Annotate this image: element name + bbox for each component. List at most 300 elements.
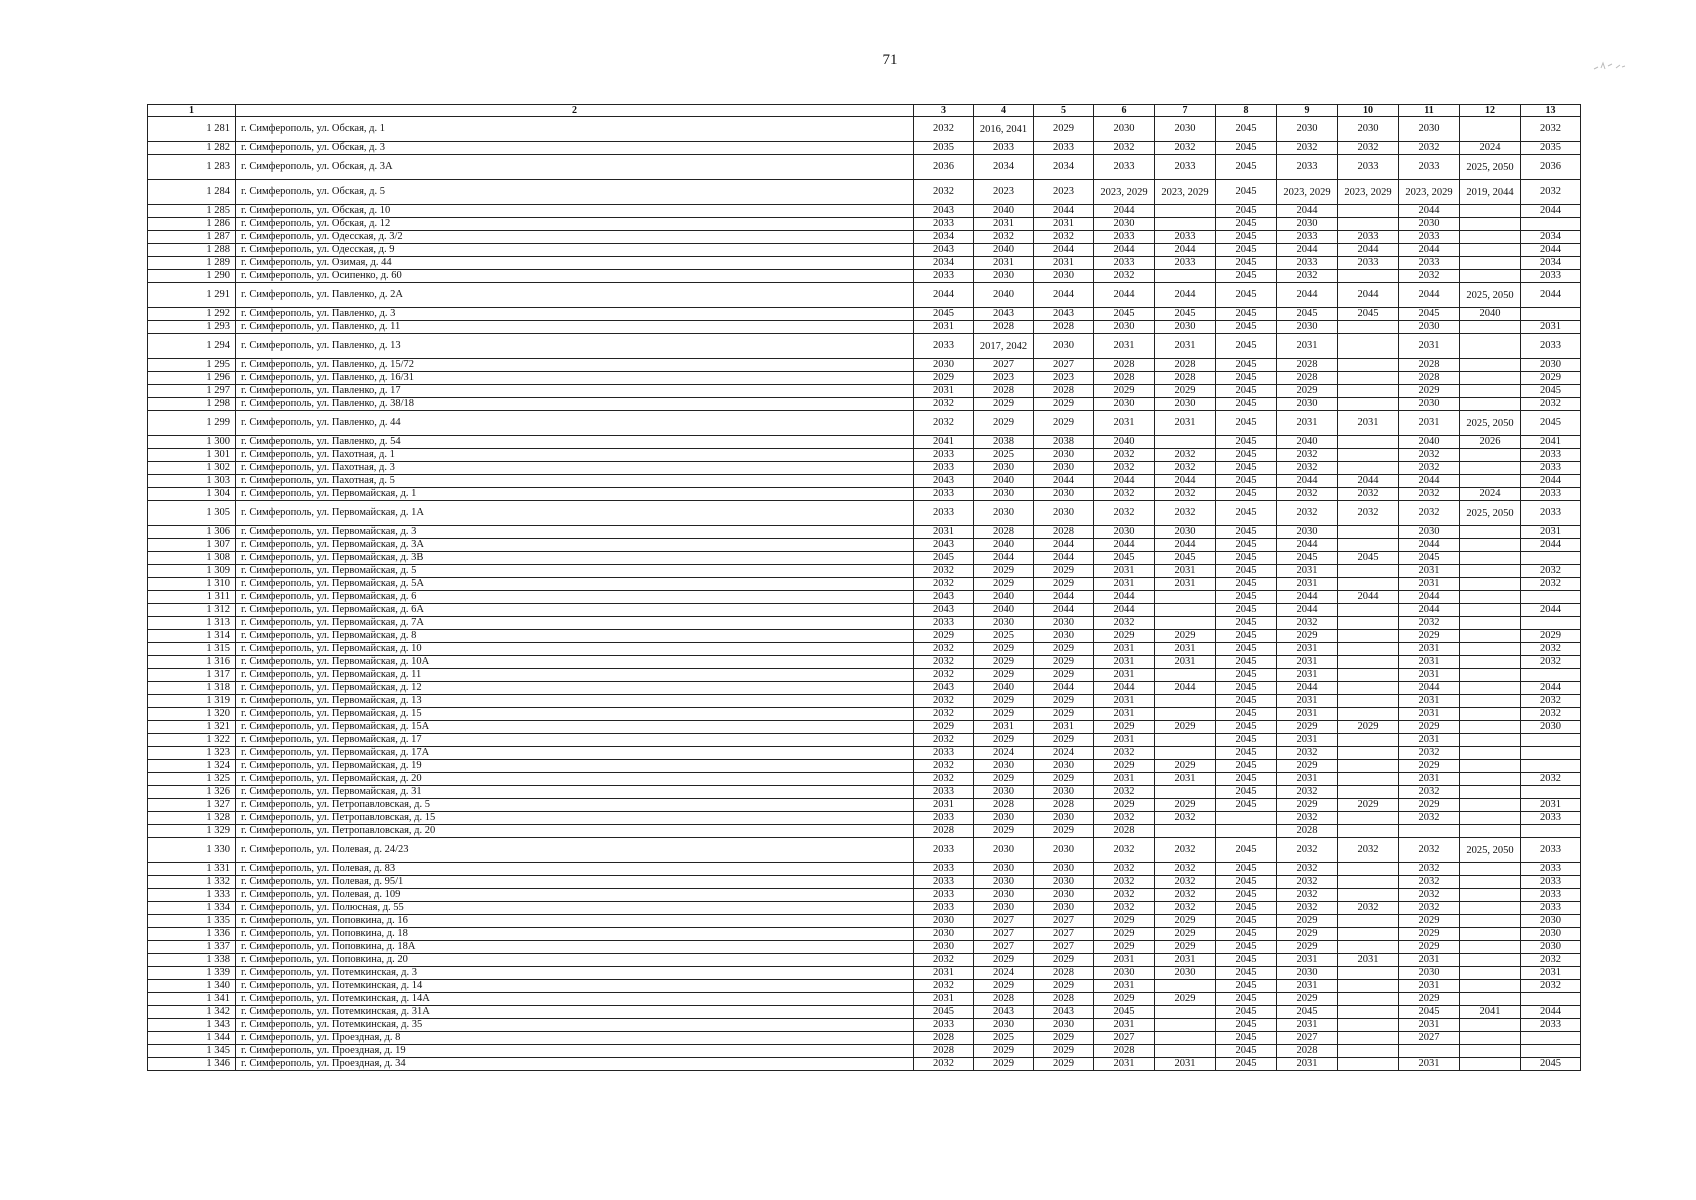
- year-cell-col-12: [1460, 915, 1521, 928]
- row-number: 1 316: [148, 656, 236, 669]
- address-cell: г. Симферополь, ул. Первомайская, д. 12: [236, 682, 914, 695]
- year-cell-col-9: 2031: [1277, 578, 1338, 591]
- year-cell-col-7: 2031: [1155, 578, 1216, 591]
- address-cell: г. Симферополь, ул. Обская, д. 3: [236, 142, 914, 155]
- year-cell-col-9: 2032: [1277, 889, 1338, 902]
- table-row: [148, 591, 1581, 604]
- year-cell-col-5: 2031: [1034, 721, 1094, 734]
- year-cell-col-4: 2029: [974, 565, 1034, 578]
- row-number: 1 303: [148, 475, 236, 488]
- year-cell-col-4: 2029: [974, 1045, 1034, 1058]
- year-cell-col-12: [1460, 656, 1521, 669]
- year-cell-col-12: [1460, 462, 1521, 475]
- year-cell-col-12: 2025, 2050: [1460, 411, 1521, 436]
- row-number: 1 333: [148, 889, 236, 902]
- table-row: [148, 941, 1581, 954]
- year-cell-col-11: 2027: [1399, 1032, 1460, 1045]
- year-cell-col-11: 2044: [1399, 539, 1460, 552]
- address-cell: г. Симферополь, ул. Обская, д. 3А: [236, 155, 914, 180]
- year-cell-col-5: 2023: [1034, 372, 1094, 385]
- year-cell-col-5: 2023: [1034, 180, 1094, 205]
- year-cell-col-12: [1460, 257, 1521, 270]
- year-cell-col-8: 2045: [1216, 1032, 1277, 1045]
- row-number: 1 346: [148, 1058, 236, 1071]
- year-cell-col-7: 2029: [1155, 760, 1216, 773]
- year-cell-col-3: 2045: [914, 1006, 974, 1019]
- table-row: [148, 617, 1581, 630]
- year-cell-col-8: 2045: [1216, 954, 1277, 967]
- year-cell-col-13: 2032: [1521, 708, 1581, 721]
- year-cell-col-10: [1338, 1045, 1399, 1058]
- year-cell-col-12: [1460, 1032, 1521, 1045]
- row-number: 1 332: [148, 876, 236, 889]
- year-cell-col-11: 2032: [1399, 786, 1460, 799]
- year-cell-col-5: 2029: [1034, 734, 1094, 747]
- year-cell-col-6: 2031: [1094, 411, 1155, 436]
- address-cell: г. Симферополь, ул. Первомайская, д. 20: [236, 773, 914, 786]
- year-cell-col-9: 2044: [1277, 682, 1338, 695]
- year-cell-col-7: 2032: [1155, 863, 1216, 876]
- year-cell-col-12: [1460, 734, 1521, 747]
- year-cell-col-3: 2043: [914, 475, 974, 488]
- year-cell-col-12: [1460, 902, 1521, 915]
- year-cell-col-3: 2032: [914, 565, 974, 578]
- year-cell-col-4: 2030: [974, 617, 1034, 630]
- row-number: 1 320: [148, 708, 236, 721]
- year-cell-col-8: 2045: [1216, 760, 1277, 773]
- year-cell-col-6: 2045: [1094, 308, 1155, 321]
- year-cell-col-9: 2031: [1277, 1058, 1338, 1071]
- address-cell: г. Симферополь, ул. Первомайская, д. 15А: [236, 721, 914, 734]
- year-cell-col-7: 2029: [1155, 993, 1216, 1006]
- year-cell-col-5: 2030: [1034, 630, 1094, 643]
- year-cell-col-3: 2032: [914, 980, 974, 993]
- row-number: 1 294: [148, 334, 236, 359]
- address-cell: г. Симферополь, ул. Петропавловская, д. 20: [236, 825, 914, 838]
- year-cell-col-11: 2045: [1399, 552, 1460, 565]
- address-cell: г. Симферополь, ул. Первомайская, д. 6: [236, 591, 914, 604]
- year-cell-col-13: 2045: [1521, 1058, 1581, 1071]
- year-cell-col-3: 2030: [914, 928, 974, 941]
- year-cell-col-9: 2032: [1277, 501, 1338, 526]
- year-cell-col-10: [1338, 941, 1399, 954]
- year-cell-col-7: 2029: [1155, 941, 1216, 954]
- year-cell-col-11: 2023, 2029: [1399, 180, 1460, 205]
- year-cell-col-4: 2040: [974, 539, 1034, 552]
- year-cell-col-6: 2029: [1094, 385, 1155, 398]
- year-cell-col-9: 2029: [1277, 928, 1338, 941]
- year-cell-col-7: 2030: [1155, 967, 1216, 980]
- year-cell-col-5: 2030: [1034, 1019, 1094, 1032]
- row-number: 1 296: [148, 372, 236, 385]
- year-cell-col-5: 2031: [1034, 257, 1094, 270]
- year-cell-col-7: 2028: [1155, 359, 1216, 372]
- year-cell-col-8: 2045: [1216, 1019, 1277, 1032]
- table-row: [148, 954, 1581, 967]
- year-cell-col-7: [1155, 1006, 1216, 1019]
- year-cell-col-6: 2031: [1094, 1019, 1155, 1032]
- table-row: [148, 334, 1581, 359]
- year-cell-col-7: 2032: [1155, 838, 1216, 863]
- year-cell-col-13: 2033: [1521, 334, 1581, 359]
- year-cell-col-10: [1338, 565, 1399, 578]
- year-cell-col-6: 2031: [1094, 734, 1155, 747]
- table-row: [148, 539, 1581, 552]
- table-row: [148, 902, 1581, 915]
- year-cell-col-4: 2025: [974, 1032, 1034, 1045]
- year-cell-col-3: 2032: [914, 578, 974, 591]
- table-row: [148, 436, 1581, 449]
- year-cell-col-6: 2032: [1094, 142, 1155, 155]
- year-cell-col-6: 2032: [1094, 462, 1155, 475]
- column-header-2: 2: [236, 105, 914, 117]
- year-cell-col-5: 2027: [1034, 928, 1094, 941]
- year-cell-col-5: 2029: [1034, 1058, 1094, 1071]
- year-cell-col-13: 2030: [1521, 928, 1581, 941]
- year-cell-col-12: [1460, 1045, 1521, 1058]
- year-cell-col-4: 2030: [974, 488, 1034, 501]
- year-cell-col-4: 2024: [974, 747, 1034, 760]
- year-cell-col-6: 2032: [1094, 812, 1155, 825]
- year-cell-col-9: 2032: [1277, 812, 1338, 825]
- year-cell-col-4: 2027: [974, 928, 1034, 941]
- year-cell-col-5: 2038: [1034, 436, 1094, 449]
- year-cell-col-3: 2032: [914, 411, 974, 436]
- year-cell-col-4: 2040: [974, 682, 1034, 695]
- row-number: 1 283: [148, 155, 236, 180]
- column-header-13: 13: [1521, 105, 1581, 117]
- year-cell-col-5: 2027: [1034, 915, 1094, 928]
- year-cell-col-5: 2033: [1034, 142, 1094, 155]
- year-cell-col-7: 2031: [1155, 565, 1216, 578]
- year-cell-col-13: 2030: [1521, 941, 1581, 954]
- year-cell-col-11: 2032: [1399, 838, 1460, 863]
- year-cell-col-5: 2029: [1034, 1045, 1094, 1058]
- year-cell-col-4: 2023: [974, 180, 1034, 205]
- year-cell-col-3: 2043: [914, 539, 974, 552]
- year-cell-col-6: 2032: [1094, 876, 1155, 889]
- year-cell-col-7: 2031: [1155, 411, 1216, 436]
- year-cell-col-5: 2024: [1034, 747, 1094, 760]
- year-cell-col-12: [1460, 270, 1521, 283]
- year-cell-col-4: 2030: [974, 812, 1034, 825]
- table-row: [148, 928, 1581, 941]
- year-cell-col-8: 2045: [1216, 902, 1277, 915]
- row-number: 1 336: [148, 928, 236, 941]
- year-cell-col-12: [1460, 218, 1521, 231]
- year-cell-col-5: 2028: [1034, 799, 1094, 812]
- address-cell: г. Симферополь, ул. Одесская, д. 3/2: [236, 231, 914, 244]
- year-cell-col-9: 2029: [1277, 385, 1338, 398]
- table-row: [148, 155, 1581, 180]
- year-cell-col-3: 2033: [914, 1019, 974, 1032]
- year-cell-col-7: 2023, 2029: [1155, 180, 1216, 205]
- column-header-4: 4: [974, 105, 1034, 117]
- year-cell-col-4: 2040: [974, 283, 1034, 308]
- year-cell-col-9: 2032: [1277, 617, 1338, 630]
- year-cell-col-4: 2028: [974, 526, 1034, 539]
- year-cell-col-10: 2033: [1338, 231, 1399, 244]
- year-cell-col-4: 2027: [974, 941, 1034, 954]
- year-cell-col-5: 2029: [1034, 825, 1094, 838]
- year-cell-col-4: 2043: [974, 308, 1034, 321]
- year-cell-col-8: 2045: [1216, 967, 1277, 980]
- address-cell: г. Симферополь, ул. Потемкинская, д. 31А: [236, 1006, 914, 1019]
- year-cell-col-3: 2033: [914, 902, 974, 915]
- year-cell-col-7: 2044: [1155, 244, 1216, 257]
- year-cell-col-6: 2044: [1094, 604, 1155, 617]
- year-cell-col-10: [1338, 863, 1399, 876]
- year-cell-col-6: 2029: [1094, 760, 1155, 773]
- address-cell: г. Симферополь, ул. Первомайская, д. 15: [236, 708, 914, 721]
- year-cell-col-12: [1460, 231, 1521, 244]
- column-header-3: 3: [914, 105, 974, 117]
- year-cell-col-10: [1338, 1058, 1399, 1071]
- row-number: 1 318: [148, 682, 236, 695]
- year-cell-col-10: [1338, 993, 1399, 1006]
- year-cell-col-5: 2044: [1034, 604, 1094, 617]
- year-cell-col-9: 2031: [1277, 708, 1338, 721]
- address-cell: г. Симферополь, ул. Павленко, д. 3: [236, 308, 914, 321]
- year-cell-col-8: 2045: [1216, 244, 1277, 257]
- year-cell-col-6: 2029: [1094, 630, 1155, 643]
- year-cell-col-7: [1155, 1019, 1216, 1032]
- year-cell-col-5: 2030: [1034, 838, 1094, 863]
- year-cell-col-8: 2045: [1216, 411, 1277, 436]
- address-cell: г. Симферополь, ул. Потемкинская, д. 35: [236, 1019, 914, 1032]
- year-cell-col-7: 2031: [1155, 334, 1216, 359]
- year-cell-col-3: 2041: [914, 436, 974, 449]
- year-cell-col-7: [1155, 1045, 1216, 1058]
- year-cell-col-9: 2030: [1277, 117, 1338, 142]
- year-cell-col-10: [1338, 385, 1399, 398]
- row-number: 1 315: [148, 643, 236, 656]
- year-cell-col-13: 2044: [1521, 475, 1581, 488]
- year-cell-col-10: 2030: [1338, 117, 1399, 142]
- year-cell-col-7: 2033: [1155, 155, 1216, 180]
- year-cell-col-7: 2032: [1155, 449, 1216, 462]
- address-cell: г. Симферополь, ул. Павленко, д. 2А: [236, 283, 914, 308]
- year-cell-col-8: 2045: [1216, 501, 1277, 526]
- year-cell-col-4: 2032: [974, 231, 1034, 244]
- year-cell-col-13: 2044: [1521, 283, 1581, 308]
- year-cell-col-12: [1460, 863, 1521, 876]
- year-cell-col-3: 2031: [914, 993, 974, 1006]
- year-cell-col-9: 2033: [1277, 257, 1338, 270]
- year-cell-col-9: 2031: [1277, 656, 1338, 669]
- year-cell-col-12: [1460, 630, 1521, 643]
- year-cell-col-13: 2045: [1521, 411, 1581, 436]
- year-cell-col-4: 2029: [974, 643, 1034, 656]
- year-cell-col-13: 2032: [1521, 180, 1581, 205]
- year-cell-col-4: 2030: [974, 889, 1034, 902]
- year-cell-col-5: 2030: [1034, 876, 1094, 889]
- year-cell-col-9: 2030: [1277, 967, 1338, 980]
- row-number: 1 285: [148, 205, 236, 218]
- table-row: [148, 411, 1581, 436]
- year-cell-col-6: 2044: [1094, 244, 1155, 257]
- year-cell-col-10: [1338, 398, 1399, 411]
- year-cell-col-6: 2023, 2029: [1094, 180, 1155, 205]
- address-cell: г. Симферополь, ул. Полевая, д. 109: [236, 889, 914, 902]
- table-row: [148, 760, 1581, 773]
- year-cell-col-3: 2032: [914, 180, 974, 205]
- year-cell-col-13: 2033: [1521, 902, 1581, 915]
- year-cell-col-13: 2041: [1521, 436, 1581, 449]
- year-cell-col-3: 2034: [914, 231, 974, 244]
- year-cell-col-12: 2024: [1460, 142, 1521, 155]
- year-cell-col-5: 2044: [1034, 475, 1094, 488]
- table-row: [148, 825, 1581, 838]
- year-cell-col-8: 2045: [1216, 838, 1277, 863]
- year-cell-col-9: 2032: [1277, 142, 1338, 155]
- year-cell-col-11: 2031: [1399, 734, 1460, 747]
- year-cell-col-13: 2033: [1521, 863, 1581, 876]
- year-cell-col-3: 2033: [914, 838, 974, 863]
- year-cell-col-4: 2029: [974, 825, 1034, 838]
- row-number: 1 308: [148, 552, 236, 565]
- address-cell: г. Симферополь, ул. Первомайская, д. 3: [236, 526, 914, 539]
- table-row: [148, 385, 1581, 398]
- year-cell-col-9: 2029: [1277, 760, 1338, 773]
- year-cell-col-6: 2032: [1094, 863, 1155, 876]
- year-cell-col-9: 2045: [1277, 552, 1338, 565]
- year-cell-col-13: 2032: [1521, 117, 1581, 142]
- year-cell-col-8: 2045: [1216, 270, 1277, 283]
- year-cell-col-5: 2034: [1034, 155, 1094, 180]
- year-cell-col-4: 2040: [974, 475, 1034, 488]
- year-cell-col-13: 2033: [1521, 812, 1581, 825]
- year-cell-col-9: 2029: [1277, 993, 1338, 1006]
- year-cell-col-10: 2029: [1338, 721, 1399, 734]
- year-cell-col-5: 2028: [1034, 967, 1094, 980]
- row-number: 1 286: [148, 218, 236, 231]
- year-cell-col-4: 2029: [974, 980, 1034, 993]
- year-cell-col-5: 2044: [1034, 205, 1094, 218]
- year-cell-col-11: 2044: [1399, 244, 1460, 257]
- year-cell-col-7: 2032: [1155, 902, 1216, 915]
- table-row: [148, 773, 1581, 786]
- column-header-7: 7: [1155, 105, 1216, 117]
- year-cell-col-6: 2032: [1094, 889, 1155, 902]
- year-cell-col-7: 2044: [1155, 682, 1216, 695]
- year-cell-col-3: 2044: [914, 283, 974, 308]
- year-cell-col-5: 2029: [1034, 565, 1094, 578]
- year-cell-col-3: 2043: [914, 591, 974, 604]
- year-cell-col-12: [1460, 980, 1521, 993]
- address-cell: г. Симферополь, ул. Первомайская, д. 10: [236, 643, 914, 656]
- year-cell-col-11: 2032: [1399, 270, 1460, 283]
- year-cell-col-10: [1338, 539, 1399, 552]
- year-cell-col-13: 2029: [1521, 372, 1581, 385]
- year-cell-col-11: 2032: [1399, 876, 1460, 889]
- address-cell: г. Симферополь, ул. Павленко, д. 54: [236, 436, 914, 449]
- column-header-6: 6: [1094, 105, 1155, 117]
- year-cell-col-3: 2043: [914, 604, 974, 617]
- year-cell-col-11: 2032: [1399, 902, 1460, 915]
- year-cell-col-12: [1460, 993, 1521, 1006]
- year-cell-col-5: 2030: [1034, 488, 1094, 501]
- year-cell-col-7: [1155, 708, 1216, 721]
- year-cell-col-13: [1521, 993, 1581, 1006]
- year-cell-col-13: 2033: [1521, 876, 1581, 889]
- row-number: 1 304: [148, 488, 236, 501]
- row-number: 1 297: [148, 385, 236, 398]
- table-row: [148, 462, 1581, 475]
- year-cell-col-7: [1155, 218, 1216, 231]
- year-cell-col-11: 2031: [1399, 643, 1460, 656]
- year-cell-col-4: 2029: [974, 695, 1034, 708]
- column-header-12: 12: [1460, 105, 1521, 117]
- year-cell-col-6: 2032: [1094, 270, 1155, 283]
- address-cell: г. Симферополь, ул. Полюсная, д. 55: [236, 902, 914, 915]
- year-cell-col-10: 2031: [1338, 411, 1399, 436]
- year-cell-col-4: 2029: [974, 773, 1034, 786]
- year-cell-col-9: 2031: [1277, 643, 1338, 656]
- address-cell: г. Симферополь, ул. Полевая, д. 95/1: [236, 876, 914, 889]
- table-row: [148, 180, 1581, 205]
- year-cell-col-11: 2031: [1399, 1019, 1460, 1032]
- year-cell-col-6: 2029: [1094, 993, 1155, 1006]
- year-cell-col-8: 2045: [1216, 142, 1277, 155]
- year-cell-col-7: 2029: [1155, 721, 1216, 734]
- year-cell-col-7: 2030: [1155, 321, 1216, 334]
- year-cell-col-9: 2032: [1277, 747, 1338, 760]
- year-cell-col-10: 2032: [1338, 488, 1399, 501]
- year-cell-col-8: 2045: [1216, 526, 1277, 539]
- year-cell-col-6: 2032: [1094, 449, 1155, 462]
- year-cell-col-11: 2032: [1399, 747, 1460, 760]
- year-cell-col-4: 2031: [974, 257, 1034, 270]
- year-cell-col-10: [1338, 915, 1399, 928]
- year-cell-col-4: 2030: [974, 1019, 1034, 1032]
- year-cell-col-4: 2030: [974, 760, 1034, 773]
- year-cell-col-13: 2044: [1521, 205, 1581, 218]
- year-cell-col-6: 2032: [1094, 617, 1155, 630]
- year-cell-col-5: 2027: [1034, 359, 1094, 372]
- year-cell-col-6: 2028: [1094, 1045, 1155, 1058]
- year-cell-col-4: 2029: [974, 669, 1034, 682]
- year-cell-col-5: 2030: [1034, 449, 1094, 462]
- year-cell-col-8: 2045: [1216, 398, 1277, 411]
- year-cell-col-8: 2045: [1216, 117, 1277, 142]
- address-cell: г. Симферополь, ул. Поповкина, д. 20: [236, 954, 914, 967]
- scan-artifact-mark: [1592, 60, 1626, 72]
- year-cell-col-12: [1460, 825, 1521, 838]
- year-cell-col-4: 2029: [974, 578, 1034, 591]
- year-cell-col-8: 2045: [1216, 359, 1277, 372]
- year-cell-col-6: 2031: [1094, 708, 1155, 721]
- year-cell-col-5: 2029: [1034, 117, 1094, 142]
- year-cell-col-11: 2033: [1399, 257, 1460, 270]
- year-cell-col-7: 2044: [1155, 475, 1216, 488]
- year-cell-col-3: 2032: [914, 1058, 974, 1071]
- year-cell-col-6: 2044: [1094, 283, 1155, 308]
- year-cell-col-6: 2033: [1094, 231, 1155, 244]
- table-row: [148, 1045, 1581, 1058]
- data-table: [147, 104, 1581, 1071]
- year-cell-col-6: 2030: [1094, 218, 1155, 231]
- year-cell-col-5: 2028: [1034, 526, 1094, 539]
- year-cell-col-9: 2029: [1277, 721, 1338, 734]
- data-table-container: [147, 104, 1581, 1071]
- year-cell-col-11: 2029: [1399, 630, 1460, 643]
- year-cell-col-8: 2045: [1216, 231, 1277, 244]
- year-cell-col-9: 2031: [1277, 334, 1338, 359]
- year-cell-col-10: [1338, 270, 1399, 283]
- year-cell-col-9: 2031: [1277, 411, 1338, 436]
- year-cell-col-4: 2028: [974, 799, 1034, 812]
